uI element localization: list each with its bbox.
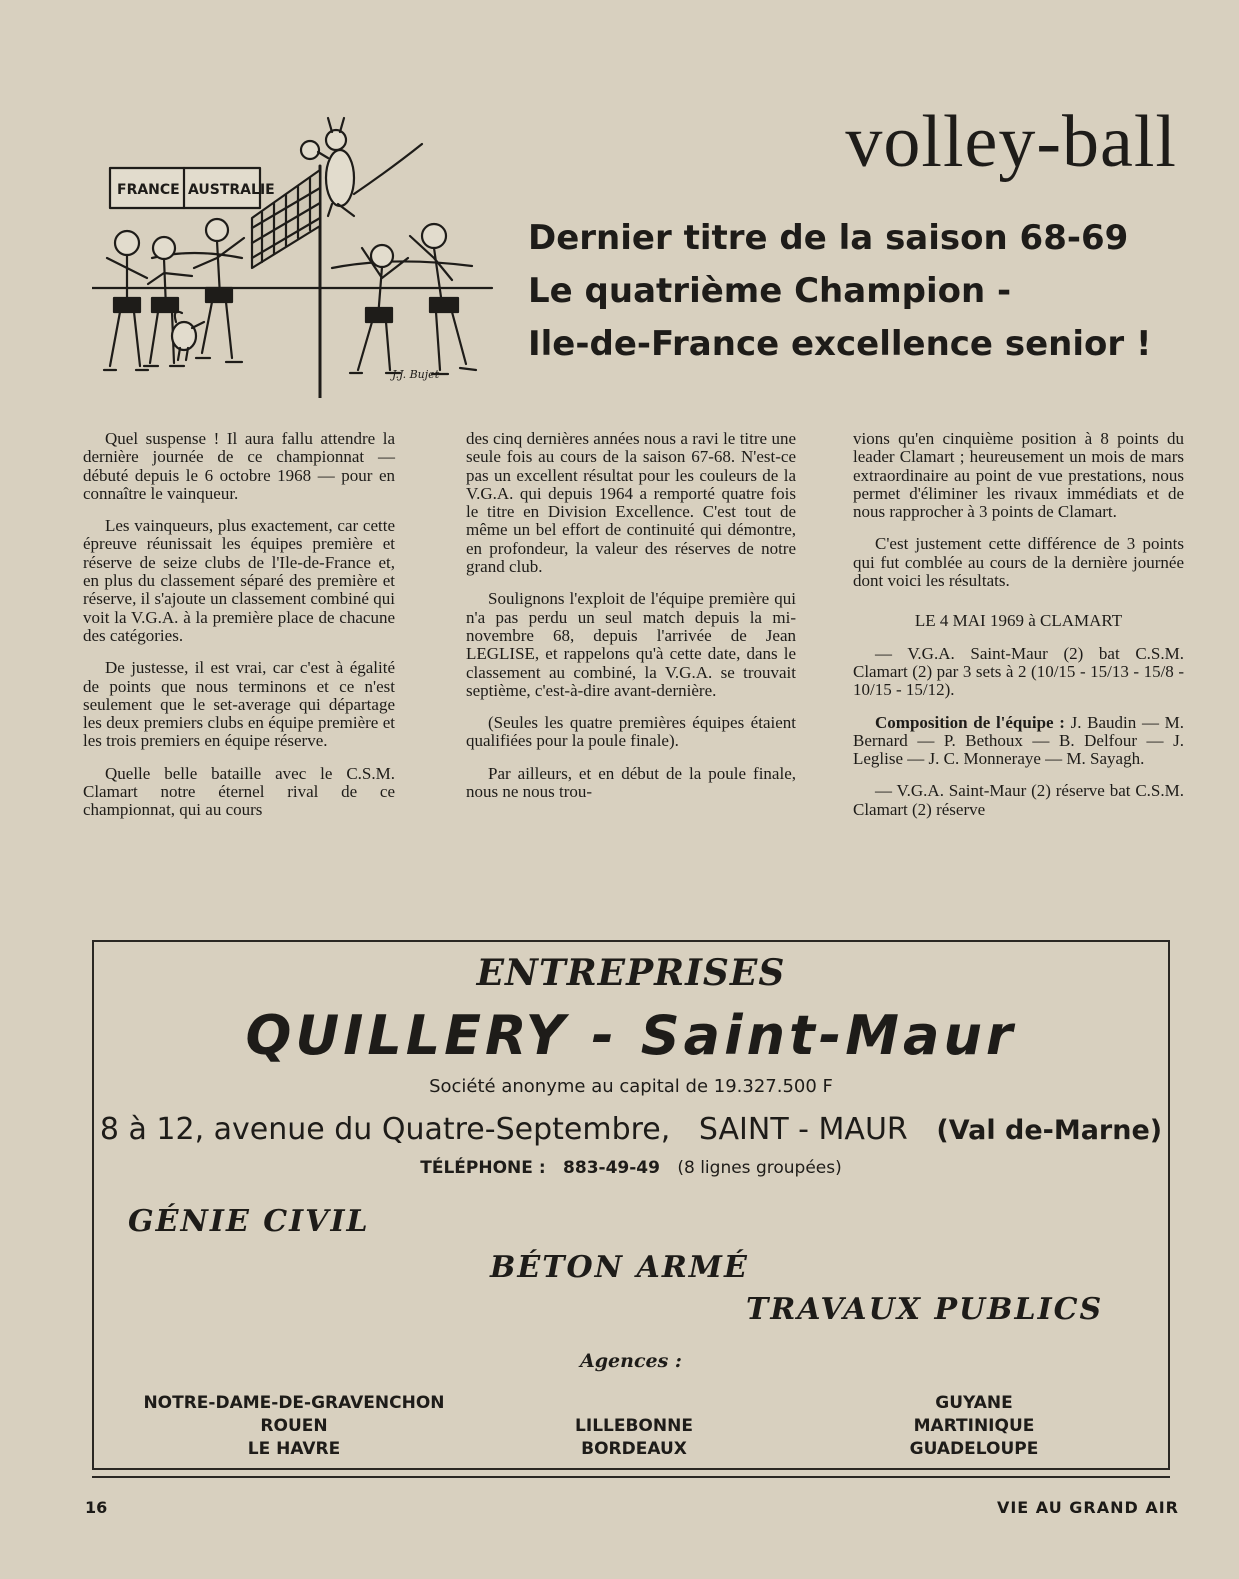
volleyball-cartoon-illustration xyxy=(92,108,502,398)
article-column-3 xyxy=(853,430,1184,833)
paragraph: Quel suspense ! Il aura fallu attendre la dernière journée de ce championnat — débuté depuis le 6 octobre 1968 — pour en connaître le vainqueur. xyxy=(83,429,395,503)
publication-name: VIE AU GRAND AIR xyxy=(996,1498,1179,1517)
match-result: — V.G.A. Saint-Maur (2) bat C.S.M. Clamart (2) par 3 sets à 2 (10/15 - 15/13 - 15/8 - 10/15 - 15/12). xyxy=(853,643,1184,700)
headline-line-1: Dernier titre de la saison 68-69 xyxy=(528,218,1129,258)
match-result: — V.G.A. Saint-Maur (2) réserve bat C.S.M. Clamart (2) réserve xyxy=(853,781,1184,819)
ad-phone xyxy=(94,1158,1168,1178)
agency-city: ROUEN xyxy=(260,1416,328,1436)
ad-phone-label: TÉLÉPHONE : xyxy=(420,1158,546,1178)
ad-city: SAINT - MAUR xyxy=(698,1112,908,1147)
team-composition xyxy=(853,714,1184,769)
paragraph: (Seules les quatre premières équipes étaient qualifiées pour la poule finale). xyxy=(466,713,796,751)
sign-france: FRANCE xyxy=(117,182,180,198)
paragraph: Soulignons l'exploit de l'équipe première qui n'a pas perdu un seul match depuis la mi-novembre 68, depuis l'arrivée de Jean LEGLISE, et rappelons qu'à cette date, dans le classement au combiné, la V.G.A. se trouvait septième, c'est-à-dire avant-dernière. xyxy=(466,589,796,700)
ad-service-travaux-publics: TRAVAUX PUBLICS xyxy=(746,1292,1104,1327)
agency-city: LE HAVRE xyxy=(247,1439,341,1459)
advertisement-quillery xyxy=(92,940,1170,1470)
artist-signature: J.J. Bujet xyxy=(392,368,440,381)
ad-agencies-center xyxy=(524,1415,744,1461)
ad-phone-number: 883-49-49 xyxy=(563,1158,660,1178)
ad-bottom-rule xyxy=(92,1476,1170,1478)
paragraph: Par ailleurs, et en début de la poule finale, nous ne nous trou- xyxy=(466,763,796,802)
agency-city: NOTRE-DAME-DE-GRAVENCHON xyxy=(143,1393,445,1413)
paragraph: Quelle belle bataille avec le C.S.M. Clamart notre éternel rival de ce championnat, qui au cours xyxy=(83,763,395,820)
ad-region: (Val de-Marne) xyxy=(936,1115,1163,1146)
ad-service-genie-civil: GÉNIE CIVIL xyxy=(128,1204,370,1239)
paragraph: De justesse, il est vrai, car c'est à égalité de points que nous terminons et ce n'est seulement que le set-average qui départage les deux premiers clubs en équipe première et les trois premiers en équipe réserve. xyxy=(83,658,395,751)
paragraph: Les vainqueurs, plus exactement, car cette épreuve réunissait les équipes première et réserve de seize clubs de l'Ile-de-France et, en plus du classement séparé des première et réserve, il s'ajoute un classement combiné qui voit la V.G.A. à la première place de chacune des catégories. xyxy=(83,516,395,645)
team-label: Composition de l'équipe : xyxy=(875,712,1065,732)
ad-service-beton-arme: BÉTON ARMÉ xyxy=(490,1250,749,1285)
ad-capital: Société anonyme au capital de 19.327.500 F xyxy=(429,1076,833,1097)
agency-city: BORDEAUX xyxy=(581,1439,687,1459)
ad-street: 8 à 12, avenue du Quatre-Septembre, xyxy=(99,1112,671,1147)
paragraph: C'est justement cette différence de 3 points qui fut comblée au cours de la dernière journée dont voici les résultats. xyxy=(853,534,1184,591)
ad-agencies-left xyxy=(124,1392,464,1461)
ad-entreprises: ENTREPRISES xyxy=(476,952,786,994)
agency-city: GUYANE xyxy=(935,1393,1013,1413)
agency-city: MARTINIQUE xyxy=(913,1416,1035,1436)
paragraph: des cinq dernières années nous a ravi le titre une seule fois au cours de la saison 67-68. N'est-ce pas un excellent résultat pour les couleurs de la V.G.A. qui depuis 1964 a remporté quatre fois le titre en Division Excellence. C'est tout de même un bel effort de continuité qui démontre, en profondeur, la valeur des réserves de notre grand club. xyxy=(466,429,796,577)
team-list: J. Baudin — M. Bernard — P. Bethoux — B. Delfour — J. Leglise — J. C. Monneraye — M. Sayagh. xyxy=(853,712,1185,769)
page-number: 16 xyxy=(85,1498,108,1517)
ad-company-name: QUILLERY - Saint-Maur xyxy=(245,1004,1017,1067)
match-date-heading: LE 4 MAI 1969 à CLAMART xyxy=(914,611,1123,631)
headline xyxy=(528,212,1188,371)
ad-address xyxy=(94,1112,1168,1147)
ad-agencies-right xyxy=(854,1392,1094,1461)
ad-agencies-label: Agences : xyxy=(580,1350,682,1372)
ad-phone-note: (8 lignes groupées) xyxy=(677,1158,842,1178)
headline-line-3: Ile-de-France excellence senior ! xyxy=(528,324,1152,364)
paragraph: vions qu'en cinquième position à 8 points du leader Clamart ; heureusement un mois de mars extraordinaire au point de vue prestations, nous permet d'éliminer les rivaux immédiats et de nous rapprocher à 3 points de Clamart. xyxy=(853,429,1184,522)
sign-australie: AUSTRALIE xyxy=(188,182,275,198)
agency-city: LILLEBONNE xyxy=(575,1416,693,1436)
agency-city: GUADELOUPE xyxy=(909,1439,1039,1459)
article-column-1 xyxy=(83,430,395,834)
headline-line-2: Le quatrième Champion - xyxy=(528,271,1012,311)
article-column-2 xyxy=(466,430,796,815)
section-title: volley-ball xyxy=(845,101,1177,183)
